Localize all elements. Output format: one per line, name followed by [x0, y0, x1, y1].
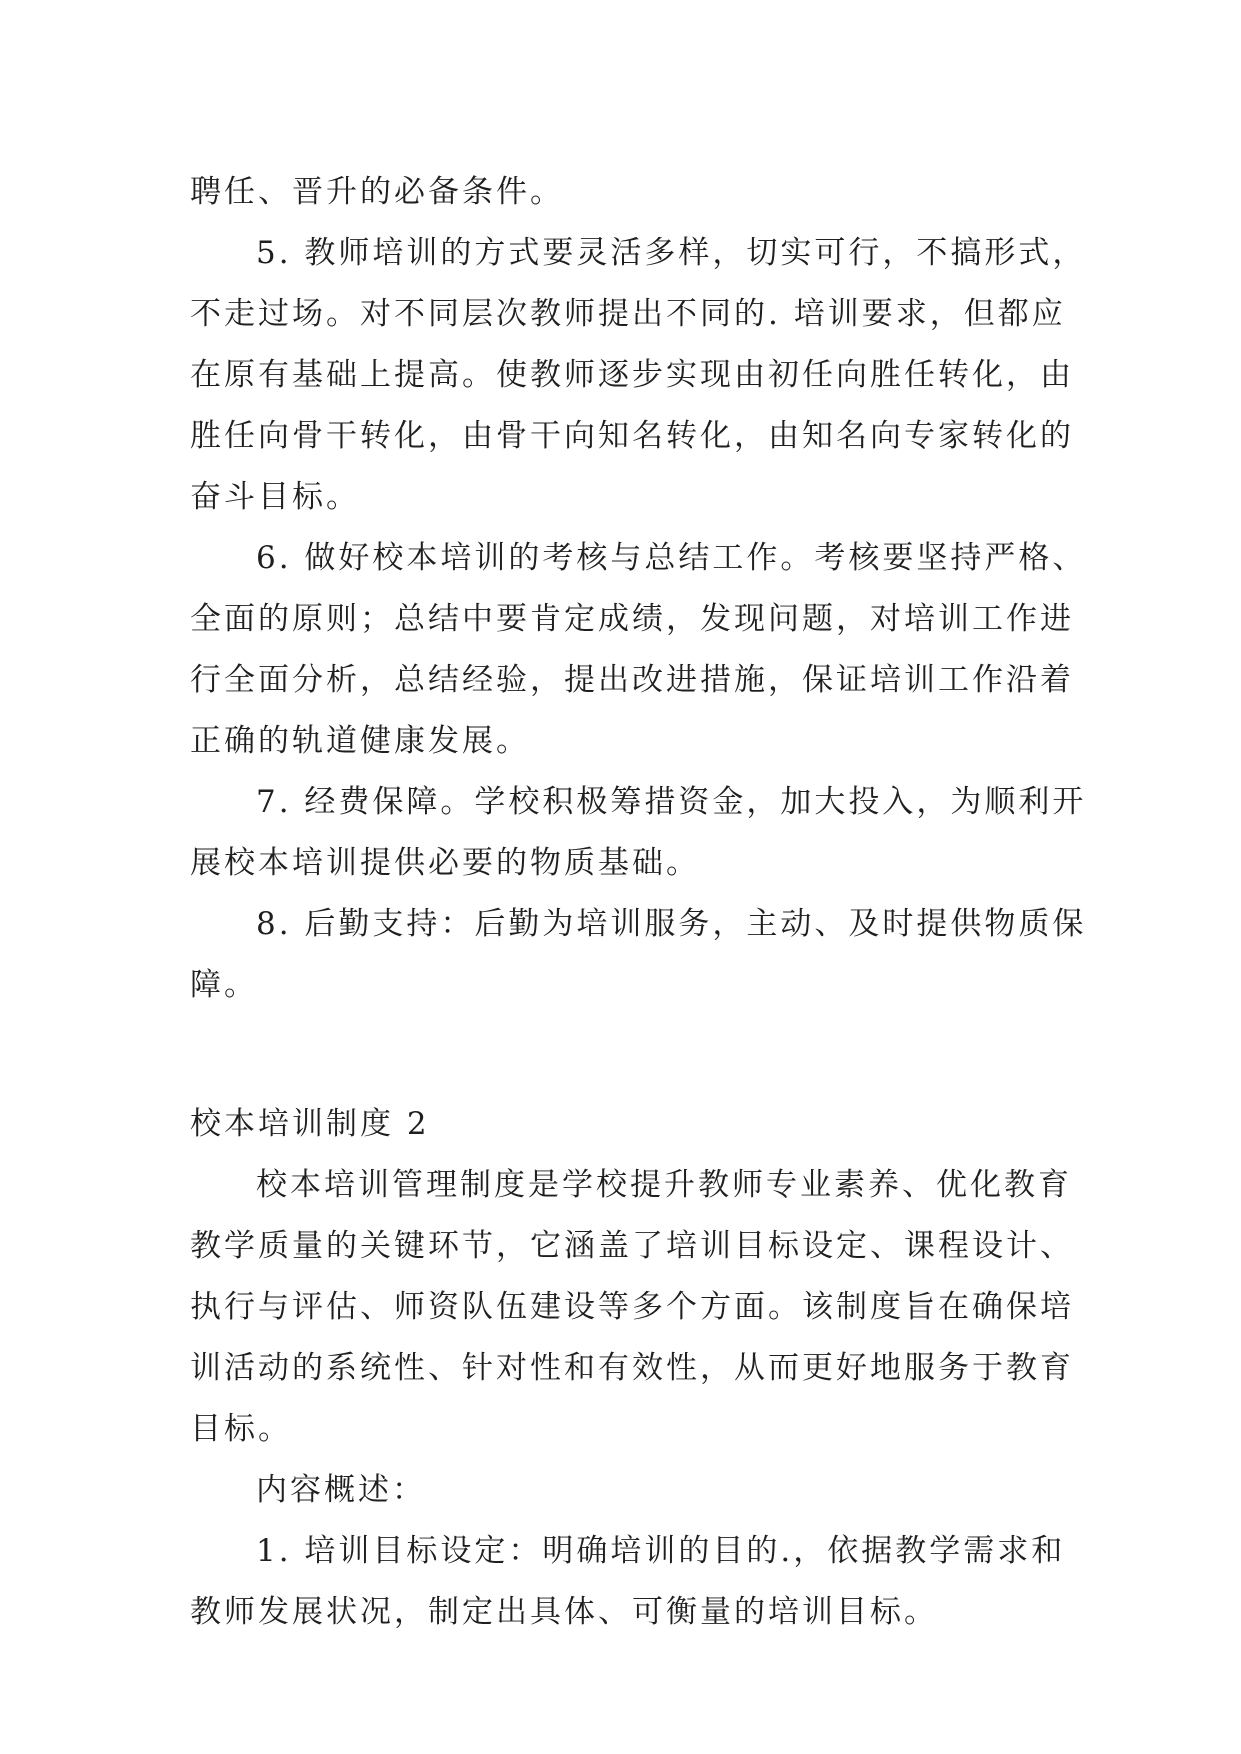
text-line: 聘任、晋升的必备条件。: [190, 174, 564, 210]
document-body: [190, 162, 1087, 1643]
content-overview-label: 内容概述：: [256, 1472, 426, 1508]
intro-paragraph: 校本培训管理制度是学校提升教师专业素养、优化教育: [256, 1167, 1072, 1203]
text-line: 教师发展状况，制定出具体、可衡量的培训目标。: [190, 1594, 938, 1630]
text-line: 障。: [190, 967, 258, 1003]
text-line: 在原有基础上提高。使教师逐步实现由初任向胜任转化，由: [190, 357, 1074, 393]
paragraph-item-1: 1. 培训目标设定：明确培训的目的.，依据教学需求和: [256, 1533, 1066, 1569]
text-line: 展校本培训提供必要的物质基础。: [190, 845, 700, 881]
paragraph-item-6: 6. 做好校本培训的考核与总结工作。考核要坚持严格、: [256, 540, 1087, 576]
text-line: 全面的原则；总结中要肯定成绩，发现问题，对培训工作进: [190, 601, 1074, 637]
text-line: 执行与评估、师资队伍建设等多个方面。该制度旨在确保培: [190, 1289, 1074, 1325]
paragraph-item-7: 7. 经费保障。学校积极筹措资金，加大投入，为顺利开: [256, 784, 1087, 820]
text-line: 奋斗目标。: [190, 479, 360, 515]
text-line: 正确的轨道健康发展。: [190, 723, 530, 759]
paragraph-item-5: 5. 教师培训的方式要灵活多样，切实可行，不搞形式，: [256, 235, 1087, 271]
text-line: 行全面分析，总结经验，提出改进措施，保证培训工作沿着: [190, 662, 1074, 698]
text-line: 不走过场。对不同层次教师提出不同的. 培训要求，但都应: [190, 296, 1066, 332]
text-line: 教学质量的关键环节，它涵盖了培训目标设定、课程设计、: [190, 1228, 1074, 1264]
text-line: 目标。: [190, 1411, 292, 1447]
section-heading: 校本培训制度 2: [190, 1106, 430, 1142]
section-gap: [190, 1016, 1070, 1094]
text-line: 训活动的系统性、针对性和有效性，从而更好地服务于教育: [190, 1350, 1074, 1386]
paragraph-item-8: 8. 后勤支持：后勤为培训服务，主动、及时提供物质保: [256, 906, 1087, 942]
text-line: 胜任向骨干转化，由骨干向知名转化，由知名向专家转化的: [190, 418, 1074, 454]
